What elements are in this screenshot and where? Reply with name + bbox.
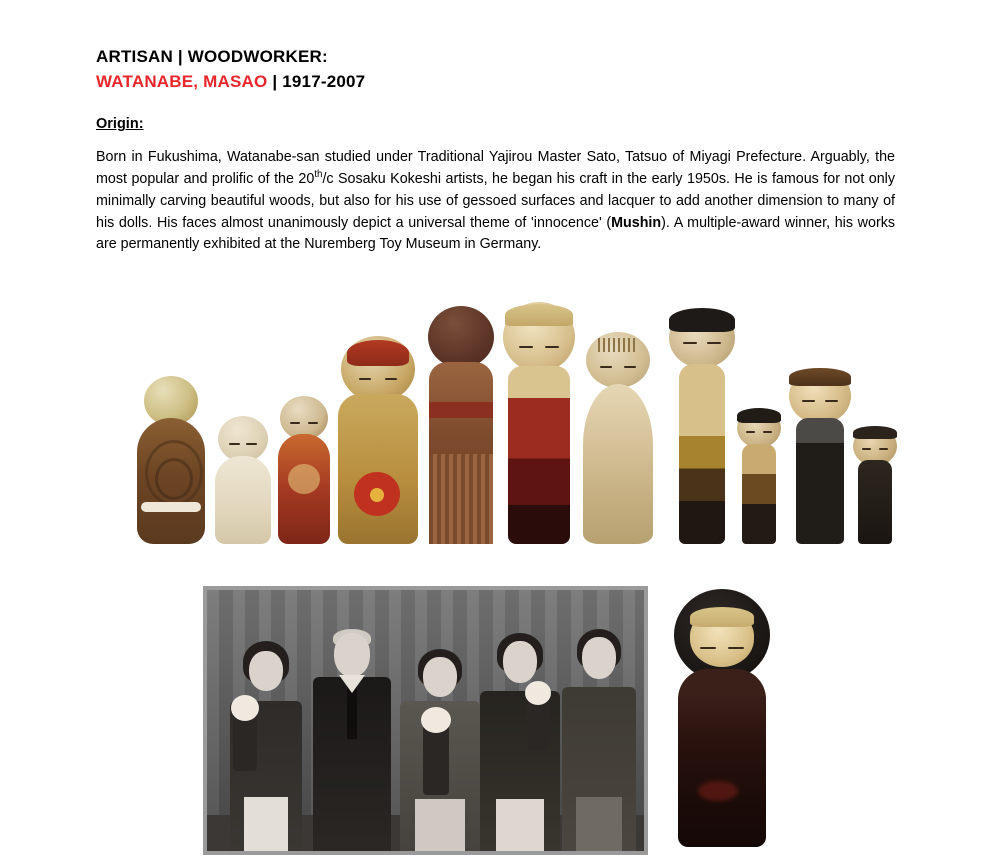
doll-11 bbox=[852, 426, 898, 544]
doll-5-body bbox=[429, 362, 493, 544]
doll-4 bbox=[336, 336, 420, 544]
photo-person-4 bbox=[477, 617, 563, 851]
doll-4-body bbox=[338, 394, 418, 544]
ordinal-suffix: th bbox=[314, 169, 323, 181]
artisan-name-line bbox=[96, 70, 895, 95]
photo-person-5 bbox=[559, 615, 639, 851]
doll-1-body bbox=[137, 418, 205, 544]
origin-paragraph bbox=[96, 147, 895, 256]
doll-7-head bbox=[586, 332, 650, 388]
doll-5-head bbox=[428, 306, 494, 368]
artisan-label: ARTISAN | WOODWORKER: bbox=[96, 47, 328, 66]
photo-person-1 bbox=[227, 623, 305, 851]
doll-10-body bbox=[796, 418, 844, 544]
doll-2 bbox=[214, 416, 272, 544]
doll-11-body bbox=[858, 460, 892, 544]
doll-7 bbox=[582, 332, 654, 544]
doll-6-head bbox=[503, 302, 575, 372]
doll-4-head bbox=[341, 336, 415, 402]
doll-7-body bbox=[583, 384, 653, 544]
beatles-photograph bbox=[203, 586, 648, 855]
doll-3 bbox=[276, 396, 332, 544]
doll-6 bbox=[500, 302, 578, 544]
doll-6-body bbox=[508, 366, 570, 544]
kokeshi-doll-group-image bbox=[96, 274, 895, 544]
doll-8-body bbox=[679, 364, 725, 544]
doll-10-head bbox=[789, 368, 851, 424]
photo-person-2 bbox=[311, 619, 393, 851]
doll-9-body bbox=[742, 444, 776, 544]
doll-8 bbox=[668, 308, 736, 544]
doll-9-head bbox=[737, 408, 781, 448]
doll-5 bbox=[426, 306, 496, 544]
doll-2-body bbox=[215, 456, 271, 544]
artisan-name: WATANABE, MASAO bbox=[96, 71, 268, 91]
doll-8-head bbox=[669, 308, 735, 368]
page-title bbox=[96, 45, 895, 94]
mushin-term: Mushin bbox=[611, 214, 662, 231]
doll-9 bbox=[736, 408, 782, 544]
photo-person-3 bbox=[397, 625, 483, 851]
doll-10 bbox=[788, 368, 852, 544]
doll-1 bbox=[136, 376, 206, 544]
artisan-years: 1917-2007 bbox=[282, 71, 366, 91]
origin-text-part3: ). A multiple-award winner, his works are permanently exhibited at the Nuremberg Toy Museum in Germany. bbox=[96, 214, 896, 253]
origin-heading: Origin: bbox=[96, 116, 144, 133]
featured-kokeshi-doll bbox=[668, 589, 776, 847]
doll-3-body bbox=[278, 434, 330, 544]
artisan-name-separator: | bbox=[267, 71, 283, 91]
origin-text-part2: /c Sosaku Kokeshi artists, he began his craft in the early 1950s. He is famous for not only minimally carving beautiful woods, but also for his use of gessoed surfaces and lacquer to add another dimension to many of his dolls. His faces almost unanimously depict a universal theme of 'innocence' ( bbox=[96, 171, 896, 231]
origin-section bbox=[96, 116, 895, 256]
origin-text-part1: Born in Fukushima, Watanabe-san studied under Traditional Yajirou Master Sato, Tatsuo of Miyagi Prefecture. Arguably, the most popular and prolific of the 20 bbox=[96, 148, 895, 188]
